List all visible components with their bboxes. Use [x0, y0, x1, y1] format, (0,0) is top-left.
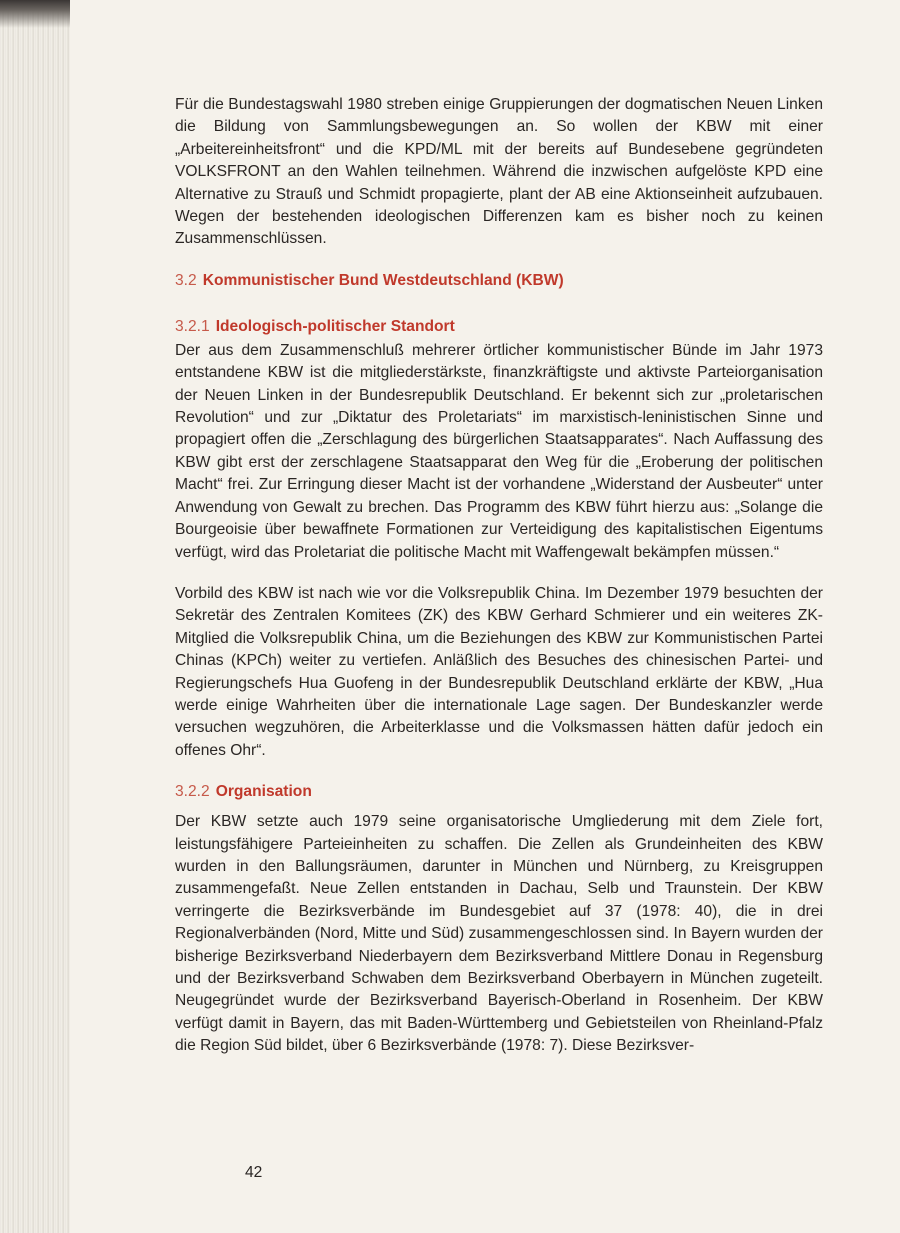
section-title: Kommunistischer Bund Westdeutschland (KBW) — [202, 271, 564, 289]
paragraph-standort-1: Der aus dem Zusammenschluß mehrerer örtlicher kommunistischer Bünde im Jahr 1973 entstandene KBW ist die mitgliederstärkste, finanzkräftigste und aktivste Parteiorganisation der Neuen Linken in der Bundesrepublik Deutschland. Er bekennt sich zur „proletarischen Revolution“ und zur „Diktatur des Proletariats“ im marxistisch-leninistischen Sinne und propagiert offen die „Zerschlagung des bürgerlichen Staatsapparates“. Nach Auffassung des KBW gibt erst der zerschlagene Staatsapparat den Weg für die „Eroberung der politischen Macht“ frei. Zur Erringung dieser Macht ist der vorhandene „Widerstand der Ausbeuter“ unter Anwendung von Gewalt zu brechen. Das Programm des KBW führt hierzu aus: „Solange die Bourgeoisie über bewaffnete Formationen zur Verteidigung des kapitalistischen Eigentums verfügt, wird das Proletariat die politische Macht mit Waffengewalt bekämpfen müssen.“ — [175, 341, 823, 561]
page-number: 42 — [245, 1164, 263, 1181]
section-heading-3-2-2 — [175, 781, 823, 803]
section-number: 3.2 — [175, 271, 197, 289]
page-content — [175, 94, 823, 1077]
intro-paragraph: Für die Bundestagswahl 1980 streben einige Gruppierungen der dogmatischen Neuen Linken die Bildung von Sammlungsbewegungen an. So wollen der KBW mit einer „Arbeitereinheitsfront“ und die KPD/ML mit der bereits auf Bundesebene gegründeten VOLKSFRONT an den Wahlen teilnehmen. Während die inzwischen aufgelöste KPD eine Alternative zu Strauß und Schmidt propagierte, plant der AB eine Aktionseinheit aufzubauen. Wegen der bestehenden ideologischen Differenzen kam es bisher noch zu keinen Zusammenschlüssen. — [175, 96, 823, 248]
section-heading-3-2 — [175, 270, 823, 292]
section-title: Organisation — [215, 783, 312, 801]
section-number: 3.2.1 — [175, 317, 210, 335]
section-heading-3-2-1 — [175, 316, 823, 338]
paragraph-standort-2: Vorbild des KBW ist nach wie vor die Volksrepublik China. Im Dezember 1979 besuchten der Sekretär des Zentralen Komitees (ZK) des KBW Gerhard Schmierer und ein weiteres ZK-Mitglied die Volksrepublik China, um die Beziehungen des KBW zur Kommunistischen Partei Chinas (KPCh) weiter zu vertiefen. Anläßlich des Besuches des chinesischen Partei- und Regierungschefs Hua Guofeng in der Bundesrepublik Deutschland erklärte der KBW, „Hua werde einige Wahrheiten über die internationale Lage sagen. Der Bundeskanzler werde versuchen wegzuhören, die Arbeiterklasse und die Volksmassen hätten dafür jedoch ein offenes Ohr“. — [175, 584, 823, 759]
document-page — [70, 0, 900, 1233]
section-number: 3.2.2 — [175, 783, 210, 801]
book-page-edge — [0, 0, 70, 1233]
paragraph-organisation-1: Der KBW setzte auch 1979 seine organisatorische Umgliederung mit dem Ziele fort, leistungsfähigere Parteieinheiten zu schaffen. Die Zellen als Grundeinheiten des KBW wurden in den Ballungsräumen, darunter in München und Nürnberg, zu Kreisgruppen zusammengefaßt. Neue Zellen entstanden in Dachau, Selb und Traunstein. Der KBW verringerte die Bezirksverbände im Bundesgebiet auf 37 (1978: 40), die in drei Regionalverbänden (Nord, Mitte und Süd) zusammengeschlossen sind. In Bayern wurden der bisherige Bezirksverband Niederbayern dem Bezirksverband Mittlere Donau in Regensburg und der Bezirksverband Schwaben dem Bezirksverband Oberbayern in München zugeteilt. Neugegründet wurde der Bezirksverband Bayerisch-Oberland in Rosenheim. Der KBW verfügt damit in Bayern, das mit Baden-Württemberg und Gebietsteilen von Rheinland-Pfalz die Region Süd bildet, über 6 Bezirksverbände (1978: 7). Diese Bezirksver- — [175, 813, 823, 1055]
section-title: Ideologisch-politischer Standort — [215, 317, 455, 335]
